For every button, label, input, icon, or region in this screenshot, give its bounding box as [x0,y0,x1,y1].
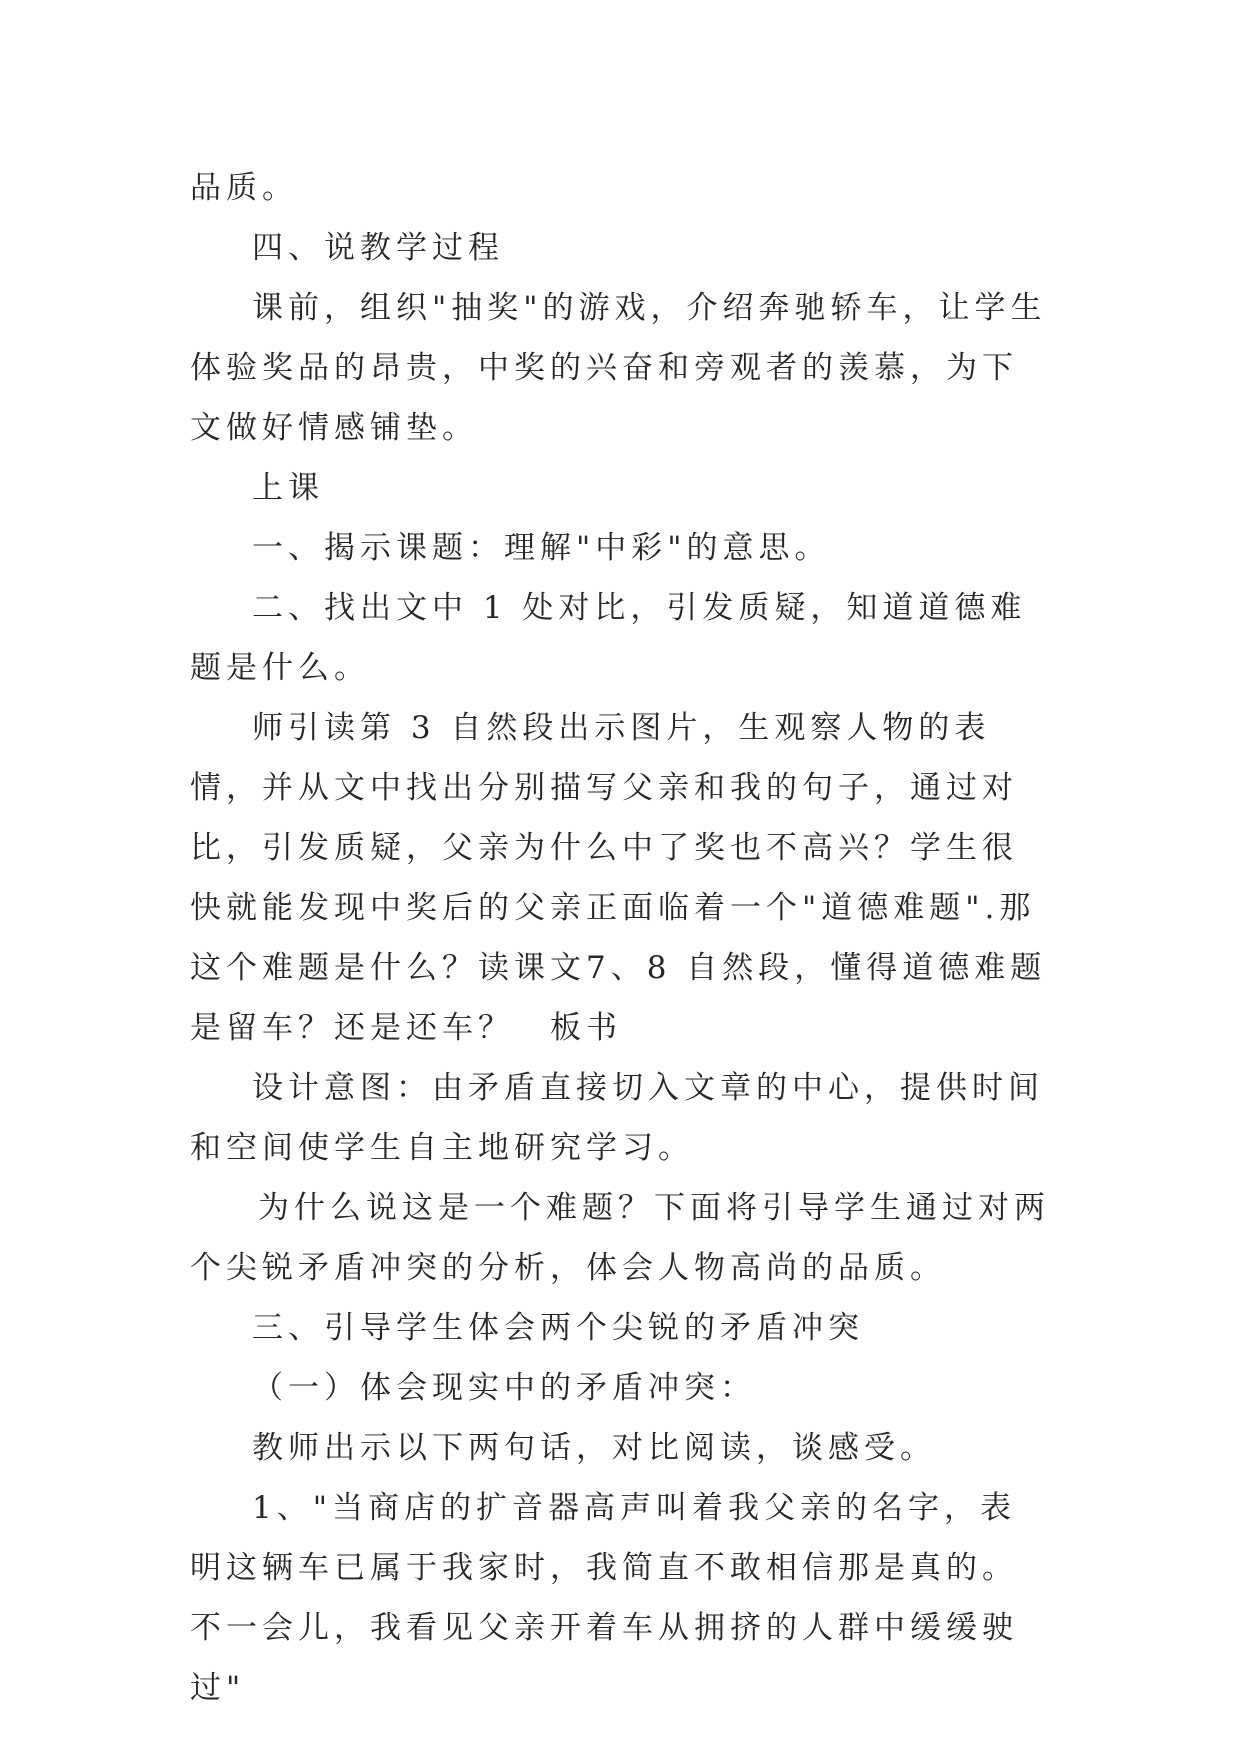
heading-in-class: 上课 [252,470,324,506]
paragraph-design-intent: 设计意图：由矛盾直接切入文章的中心，提供时间和空间使学生自主地研究学习。 [190,1070,1044,1166]
paragraph-before-class: 课前，组织"抽奖"的游戏，介绍奔驰轿车，让学生体验奖品的昂贵，中奖的兴奋和旁观者的羡慕，为下文做好情感铺垫。 [190,290,1047,446]
section-heading-teaching-process: 四、说教学过程 [252,230,504,266]
subheading-real-conflict: （一）体会现实中的矛盾冲突： [252,1370,756,1406]
paragraph-why-dilemma: 为什么说这是一个难题？下面将引导学生通过对两个尖锐矛盾冲突的分析，体会人物高尚的品质。 [190,1190,1050,1286]
document-body [190,158,1050,1718]
paragraph-teacher-shows: 教师出示以下两句话，对比阅读，谈感受。 [252,1430,936,1466]
quote-item-1: 1、"当商店的扩音器高声叫着我父亲的名字，表明这辆车已属于我家时，我简直不敢相信那是真的。不一会儿，我看见父亲开着车从拥挤的人群中缓缓驶过" [190,1490,1018,1706]
paragraph-continuation: 品质。 [190,170,298,206]
step-find-contrast: 二、找出文中 1 处对比，引发质疑，知道道德难题是什么。 [190,590,1027,686]
paragraph-guided-reading: 师引读第 3 自然段出示图片，生观察人物的表情，并从文中找出分别描写父亲和我的句子，通过对比，引发质疑，父亲为什么中了奖也不高兴？学生很快就能发现中奖后的父亲正面临着一个"道德难题".那这个难题是什么？读课文7、8 自然段，懂得道德难题是留车？还是还车？ 板书 [190,710,1047,1046]
step-conflicts: 三、引导学生体会两个尖锐的矛盾冲突 [252,1310,864,1346]
step-reveal-title: 一、揭示课题：理解"中彩"的意思。 [252,530,831,566]
